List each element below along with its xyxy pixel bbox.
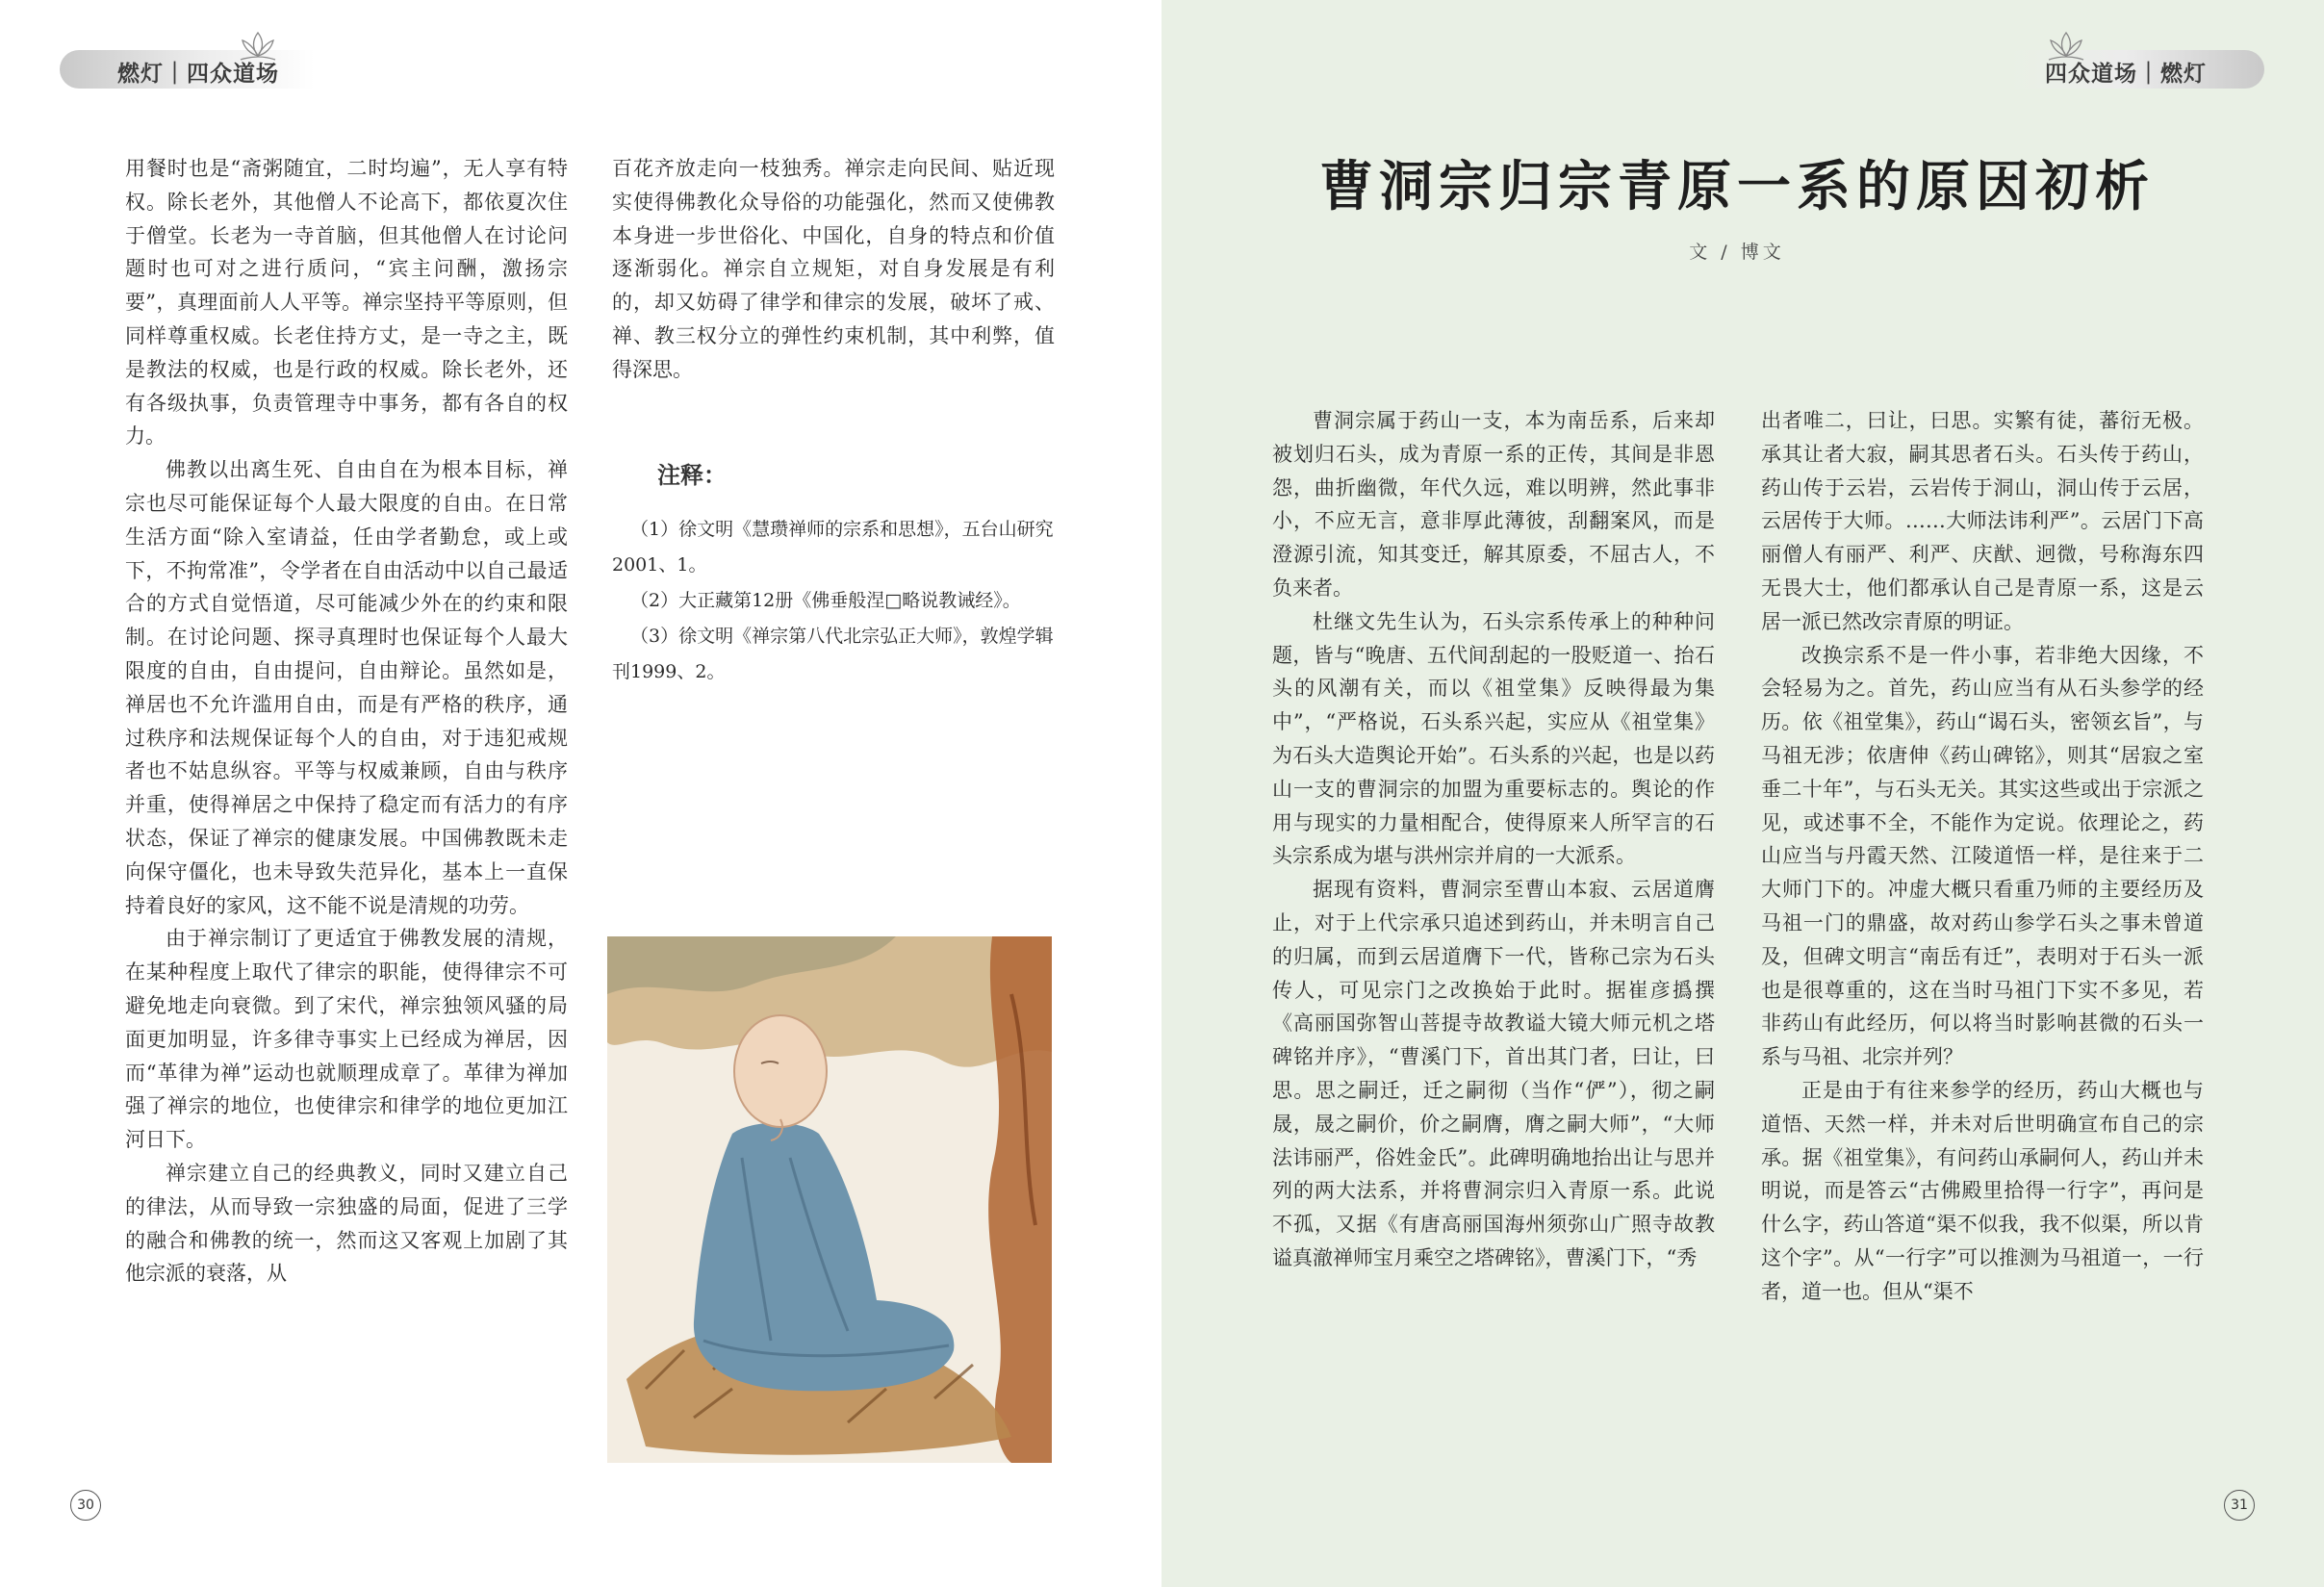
paragraph: 杜继文先生认为，石头宗系传承上的种种问题，皆与“晚唐、五代间刮起的一股贬道一、抬石头的风潮有关，而以《祖堂集》反映得最为集中”，“严格说，石头系兴起，实应从《祖堂集》为石头大造舆论开始”。石头系的兴起，也是以药山一支的曹洞宗的加盟为重要标志的。舆论的作用与现实的力量相配合，使得原来人所罕言的石头宗系成为堪与洪州宗并肩的一大派系。 — [1272, 609, 1715, 868]
page-number-right: 31 — [2224, 1490, 2255, 1521]
running-head-right: 四众道场｜燃灯 — [2045, 62, 2207, 87]
paragraph: 出者唯二，曰让，曰思。实繁有徒，蕃衍无极。承其让者大寂，嗣其思者石头。石头传于药山，药山传于云岩，云岩传于洞山，洞山传于云居，云居传于大师。……大师法讳利严”。云居门下高丽僧人有丽严、利严、庆猷、迥微，号称海东四无畏大士，他们都承认自己是青原一系，这是云居一派已然改宗青原的明证。 — [1761, 409, 2204, 633]
page-number-left: 30 — [70, 1490, 101, 1521]
paragraph: 用餐时也是“斋粥随宜，二时均遍”，无人享有特权。除长老外，其他僧人不论高下，都依夏次住于僧堂。长老为一寺首脑，但其他僧人在讨论问题时也可对之进行质问，“宾主问酬，激扬宗要”，真理面前人人平等。禅宗坚持平等原则，但同样尊重权威。长老住持方丈，是一寺之主，既是教法的权威，也是行政的权威。除长老外，还有各级执事，负责管理寺中事务，都有各自的权力。 — [125, 157, 568, 448]
lotus-ornament-icon — [237, 29, 279, 65]
note-item: （1）徐文明《慧瓒禅师的宗系和思想》，五台山研究2001、1。 — [612, 519, 1054, 576]
article-title: 曹洞宗归宗青原一系的原因初析 — [1319, 155, 2155, 218]
paragraph: 据现有资料，曹洞宗至曹山本寂、云居道膺止，对于上代宗承只追述到药山，并未明言自己的归属，而到云居道膺下一代，皆称己宗为石头传人，可见宗门之改换始于此时。据崔彦撝撰《高丽国弥智山菩提寺故教谥大镜大师元机之塔碑铭并序》，“曹溪门下，首出其门者，曰让，曰思。思之嗣迁，迁之嗣彻（当作“俨”），彻之嗣晟，晟之嗣价，价之嗣膺，膺之嗣大师”，“大师法讳丽严，俗姓金氏”。此碑明确地抬出让与思并列的两大法系，并将曹洞宗归入青原一系。此说不孤，又据《有唐高丽国海州须弥山广照寺故教谥真澈禅师宝月乘空之塔碑铭》，曹溪门下，“秀 — [1272, 878, 1715, 1269]
notes-list — [612, 512, 1055, 690]
paragraph: 曹洞宗属于药山一支，本为南岳系，后来却被划归石头，成为青原一系的正传，其间是非恩怨，曲折幽微，年代久远，难以明辨，然此事非小，不应无言，意非厚此薄彼，刮翻案风，而是澄源引流，知其变迁，解其原委，不屈古人，不负来者。 — [1272, 409, 1715, 600]
article-byline: 文 / 博文 — [1689, 242, 1785, 263]
body-column-3 — [1272, 404, 1715, 1275]
paragraph: 由于禅宗制订了更适宜于佛教发展的清规，在某种程度上取代了律宗的职能，使得律宗不可避免地走向衰微。到了宋代，禅宗独领风骚的局面更加明显，许多律寺事实上已经成为禅居，因而“革律为禅”运动也就顺理成章了。革律为禅加强了禅宗的地位，也使律宗和律学的地位更加江河日下。 — [125, 927, 568, 1152]
lotus-ornament-icon — [2045, 29, 2087, 65]
running-head-left: 燃灯｜四众道场 — [117, 62, 279, 87]
paragraph: 百花齐放走向一枝独秀。禅宗走向民间、贴近现实使得佛教化众导俗的功能强化，然而又使佛教本身进一步世俗化、中国化，自身的特点和价值逐渐弱化。禅宗自立规矩，对自身发展是有利的，却又妨碍了律学和律宗的发展，破坏了戒、禅、教三权分立的弹性约束机制，其中利弊，值得深思。 — [612, 157, 1055, 381]
note-item: （3）徐文明《禅宗第八代北宗弘正大师》，敦煌学辑刊1999、2。 — [612, 626, 1054, 682]
paragraph: 正是由于有往来参学的经历，药山大概也与道悟、天然一样，并未对后世明确宣布自己的宗承。据《祖堂集》，有问药山承嗣何人，药山并未明说，而是答云“古佛殿里拾得一行字”，再问是什么字，药山答道“渠不似我，我不似渠，所以肯这个字”。从“一行字”可以推测为马祖道一，一行者，道一也。但从“渠不 — [1761, 1078, 2204, 1303]
body-column-2 — [612, 152, 1055, 387]
body-column-1 — [125, 152, 568, 1291]
body-column-4 — [1761, 404, 2204, 1309]
paragraph: 改换宗系不是一件小事，若非绝大因缘，不会轻易为之。首先，药山应当有从石头参学的经历。依《祖堂集》，药山“谒石头，密领玄旨”，与马祖无涉；依唐伸《药山碑铭》，则其“居寂之室垂二十年”，与石头无关。其实这些或出于宗派之见，或述事不全，不能作为定说。依理论之，药山应当与丹霞天然、江陵道悟一样，是往来于二大师门下的。冲虚大概只看重乃师的主要经历及马祖一门的鼎盛，故对药山参学石头之事未曾道及，但碑文明言“南岳有迁”，表明对于石头一派也是很尊重的，这在当时马祖门下实不多见，若非药山有此经历，何以将当时影响甚微的石头一系与马祖、北宗并列？ — [1761, 643, 2204, 1069]
paragraph: 禅宗建立自己的经典教义，同时又建立自己的律法，从而导致一宗独盛的局面，促进了三学的融合和佛教的统一，然而这又客观上加剧了其他宗派的衰落，从 — [125, 1161, 568, 1286]
notes-heading: 注释： — [657, 462, 727, 489]
note-item: （2）大正藏第12册《佛垂般涅□略说教诫经》。 — [630, 590, 1021, 611]
meditating-monk-painting — [607, 936, 1052, 1463]
paragraph: 佛教以出离生死、自由自在为根本目标，禅宗也尽可能保证每个人最大限度的自由。在日常生活方面“除入室请益，任由学者勤怠，或上或下，不拘常准”，令学者在自由活动中以自己最适合的方式自觉悟道，尽可能减少外在的约束和限制。在讨论问题、探寻真理时也保证每个人最大限度的自由，自由提问，自由辩论。虽然如是，禅居也不允许滥用自由，而是有严格的秩序，通过秩序和法规保证每个人的自由，对于违犯戒规者也不姑息纵容。平等与权威兼顾，自由与秩序并重，使得禅居之中保持了稳定而有活力的有序状态，保证了禅宗的健康发展。中国佛教既未走向保守僵化，也未导致失范异化，基本上一直保持着良好的家风，这不能不说是清规的功劳。 — [125, 458, 568, 917]
